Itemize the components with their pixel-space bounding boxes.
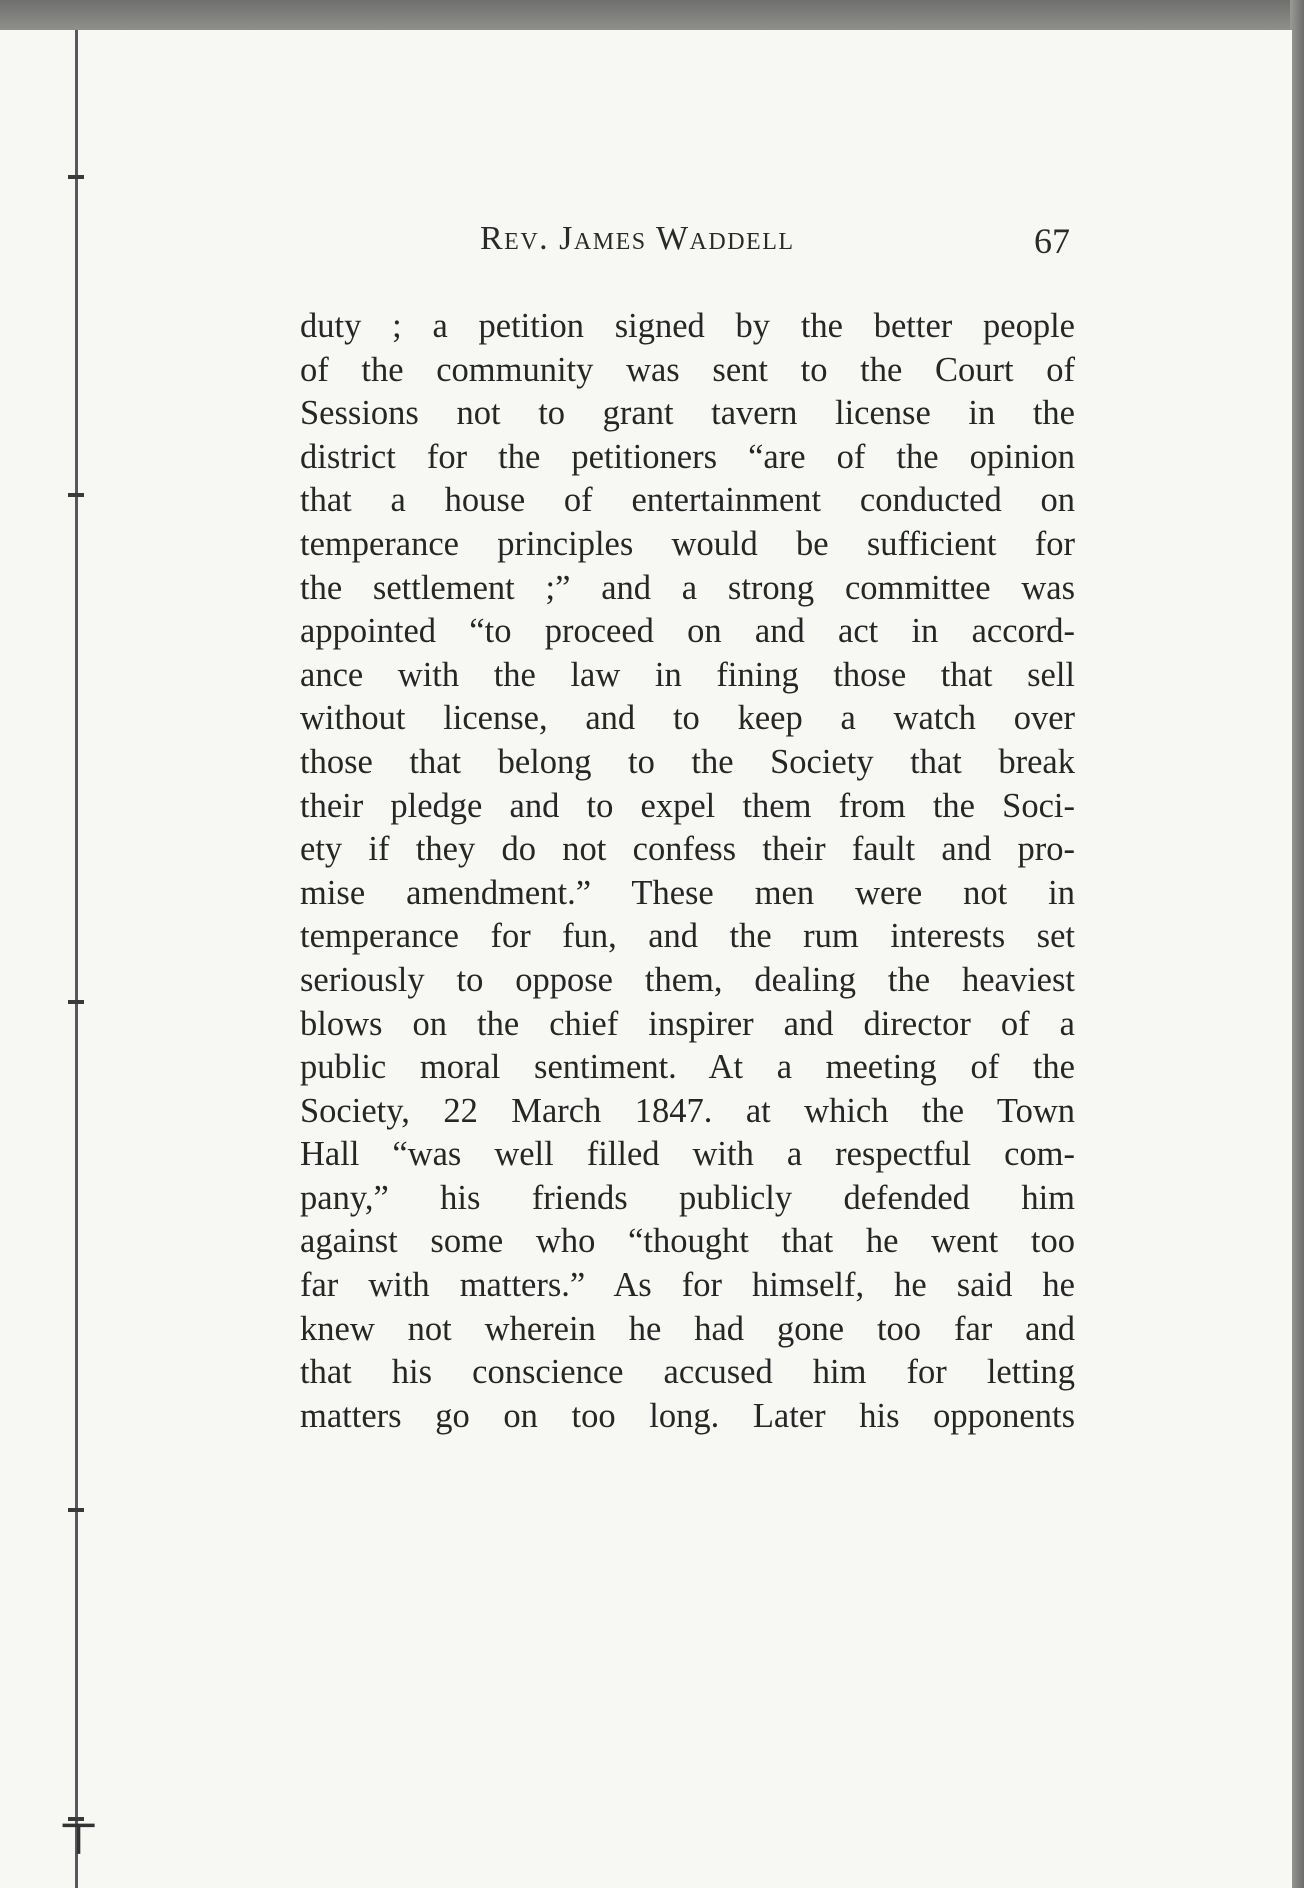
text-line: Sessions not to grant tavern license in the: [300, 394, 1075, 433]
text-line: temperance principles would be sufficient for: [300, 524, 1075, 563]
binding-stitch: [68, 175, 84, 179]
text-line: against some who “thought that he went too: [300, 1222, 1075, 1261]
text-line: far with matters.” As for himself, he said he: [300, 1266, 1075, 1305]
scan-right-border: [1290, 0, 1304, 1888]
text-line: without license, and to keep a watch over: [300, 699, 1075, 738]
text-line: ety if they do not confess their fault and pro-: [300, 830, 1075, 869]
page-number: 67: [1034, 221, 1070, 261]
text-line: knew not wherein he had gone too far and: [300, 1309, 1075, 1348]
text-line: Society, 22 March 1847. at which the Town: [300, 1091, 1075, 1130]
text-line: of the community was sent to the Court of: [300, 350, 1075, 389]
text-line: their pledge and to expel them from the Soci-: [300, 786, 1075, 825]
text-line: ance with the law in fining those that sell: [300, 655, 1075, 694]
text-line: seriously to oppose them, dealing the heaviest: [300, 960, 1075, 999]
binding-spine-line: [75, 30, 78, 1888]
text-line: pany,” his friends publicly defended him: [300, 1178, 1075, 1217]
binding-cap-mark: ⊤: [58, 1814, 100, 1865]
text-line: mise amendment.” These men were not in: [300, 873, 1075, 912]
text-line: blows on the chief inspirer and director of a: [300, 1004, 1075, 1043]
text-line: those that belong to the Society that break: [300, 742, 1075, 781]
binding-stitch: [68, 1000, 84, 1004]
running-head: Rev. James Waddell: [480, 220, 795, 257]
body-text: [300, 305, 1075, 1438]
text-line: duty ; a petition signed by the better people: [300, 307, 1075, 345]
binding-stitch: [68, 1508, 84, 1512]
page-header: [480, 220, 1070, 270]
text-line: that a house of entertainment conducted on: [300, 481, 1075, 520]
text-line: district for the petitioners “are of the opinion: [300, 437, 1075, 476]
binding-stitch: [68, 493, 84, 497]
text-line: temperance for fun, and the rum interests set: [300, 917, 1075, 956]
text-line: public moral sentiment. At a meeting of the: [300, 1048, 1075, 1087]
text-line: Hall “was well filled with a respectful com-: [300, 1135, 1075, 1174]
text-line: the settlement ;” and a strong committee was: [300, 568, 1075, 607]
text-line: that his conscience accused him for letting: [300, 1353, 1075, 1392]
scan-top-border: [0, 0, 1304, 30]
text-line: appointed “to proceed on and act in accord-: [300, 612, 1075, 651]
text-line: matters go on too long. Later his opponents: [300, 1396, 1075, 1435]
